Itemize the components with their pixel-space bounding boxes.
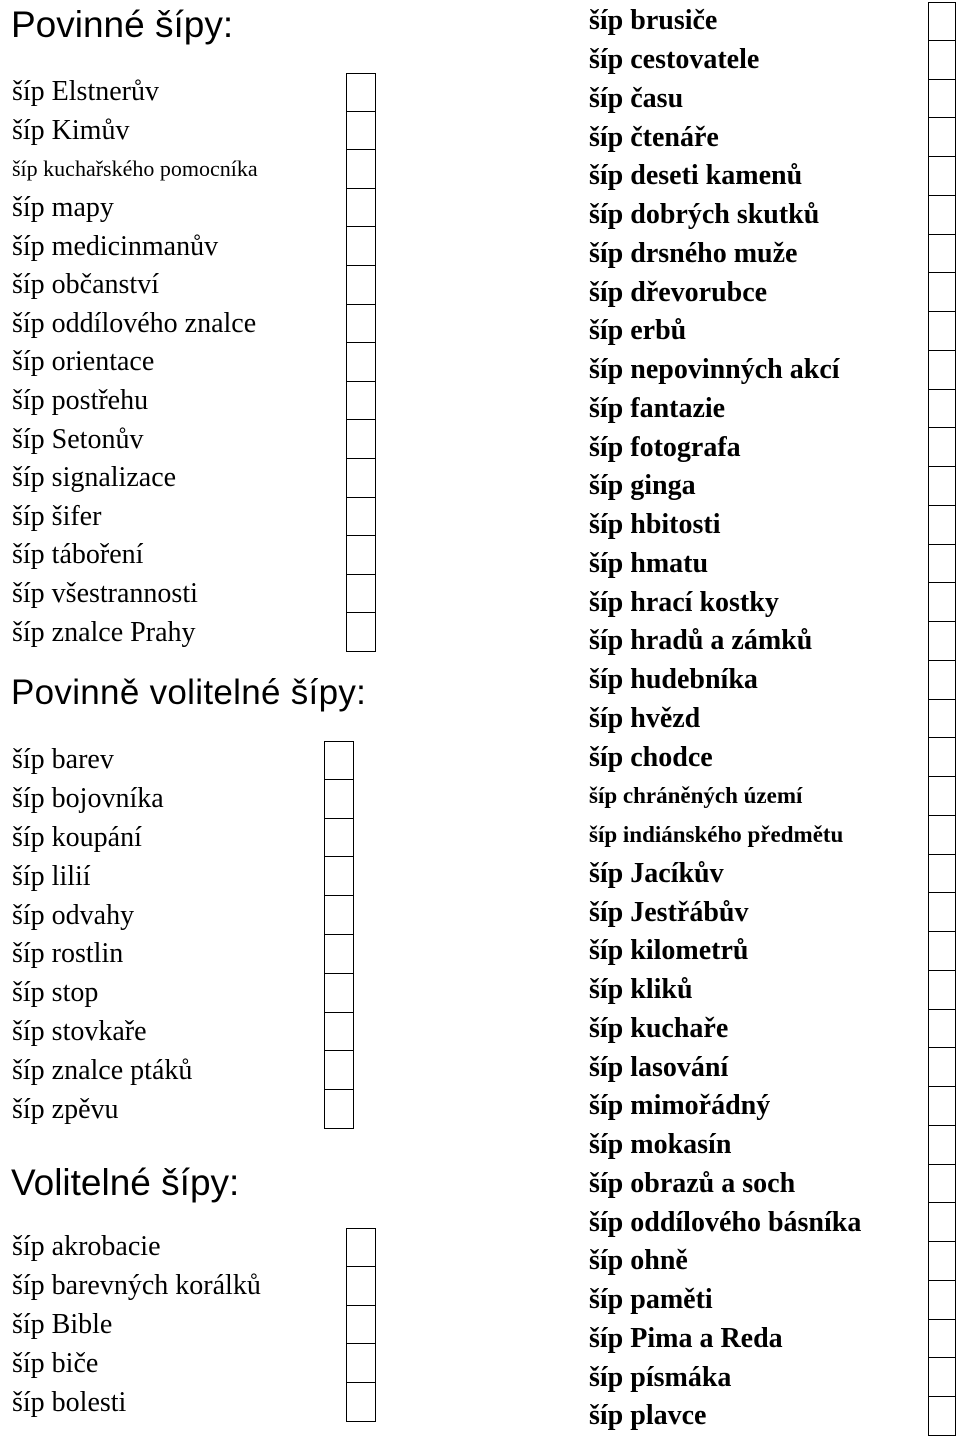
checkbox-cell[interactable] xyxy=(928,583,956,622)
arrow-item-label: šíp Pima a Reda xyxy=(589,1322,783,1354)
arrow-item-label: šíp táboření xyxy=(12,539,144,571)
checkbox-cell[interactable] xyxy=(928,1010,956,1049)
arrow-item-label: šíp fantazie xyxy=(589,392,726,424)
arrow-item xyxy=(587,583,956,622)
checkbox-cell[interactable] xyxy=(928,80,956,119)
checkbox-cell[interactable] xyxy=(928,118,956,157)
arrow-item xyxy=(587,1126,956,1165)
arrow-item xyxy=(587,467,956,506)
arrow-item xyxy=(587,855,956,894)
checkbox-cell[interactable] xyxy=(324,1013,354,1052)
checkbox-cell[interactable] xyxy=(928,1320,956,1359)
checkbox-cell[interactable] xyxy=(324,857,354,896)
checkbox-cell[interactable] xyxy=(346,382,376,421)
arrow-item-label: šíp hmatu xyxy=(589,547,709,579)
arrow-item-label: šíp mokasín xyxy=(589,1129,732,1161)
arrow-item xyxy=(587,1320,956,1359)
checkbox-cell[interactable] xyxy=(928,700,956,739)
arrow-item-label: šíp šifer xyxy=(12,500,102,532)
checkbox-cell[interactable] xyxy=(346,459,376,498)
checkbox-cell[interactable] xyxy=(346,189,376,228)
arrow-item xyxy=(587,1397,956,1436)
arrow-item xyxy=(587,1242,956,1281)
arrow-item xyxy=(587,157,956,196)
arrow-item-label: šíp hbitosti xyxy=(589,509,721,541)
checkbox-cell[interactable] xyxy=(346,420,376,459)
checkbox-cell[interactable] xyxy=(324,1090,354,1129)
arrow-item-label: šíp biče xyxy=(12,1347,99,1379)
checkbox-cell[interactable] xyxy=(928,1281,956,1320)
checkbox-cell[interactable] xyxy=(324,819,354,858)
checkbox-cell[interactable] xyxy=(928,1048,956,1087)
arrow-item xyxy=(587,661,956,700)
arrow-item-label: šíp občanství xyxy=(12,269,159,301)
arrow-item-label: šíp fotografa xyxy=(589,431,741,463)
arrow-item-label: šíp písmáka xyxy=(589,1361,732,1393)
checkbox-cell[interactable] xyxy=(346,575,376,614)
arrow-item xyxy=(587,312,956,351)
checkbox-cell[interactable] xyxy=(346,1306,376,1345)
checkbox-cell[interactable] xyxy=(346,343,376,382)
arrow-item xyxy=(587,41,956,80)
checkbox-cell[interactable] xyxy=(928,738,956,777)
arrow-item-label: šíp hradů a zámků xyxy=(589,625,813,657)
arrow-item-label: šíp paměti xyxy=(589,1284,713,1316)
arrow-item-label: šíp čtenáře xyxy=(589,121,719,153)
arrow-item-label: šíp kuchařského pomocníka xyxy=(12,156,258,182)
checkbox-cell[interactable] xyxy=(324,741,354,780)
arrow-item xyxy=(587,1281,956,1320)
arrow-item xyxy=(10,1306,376,1345)
arrow-item-label: šíp bojovníka xyxy=(12,783,164,815)
arrow-item-label: šíp koupání xyxy=(12,821,142,853)
checkbox-cell[interactable] xyxy=(324,896,354,935)
arrow-item-label: šíp dobrých skutků xyxy=(589,199,820,231)
arrow-item xyxy=(587,893,956,932)
arrow-item-label: šíp hudebníka xyxy=(589,664,758,696)
arrow-item-label: šíp postřehu xyxy=(12,385,149,417)
arrow-item xyxy=(10,1228,376,1267)
arrow-item xyxy=(587,700,956,739)
arrow-item xyxy=(587,390,956,429)
checkbox-cell[interactable] xyxy=(346,1267,376,1306)
arrow-item-label: šíp stovkaře xyxy=(12,1015,147,1047)
checkbox-cell[interactable] xyxy=(928,1087,956,1126)
arrow-item xyxy=(10,112,376,151)
arrow-item xyxy=(10,974,354,1013)
arrow-item xyxy=(587,2,956,41)
checkbox-cell[interactable] xyxy=(324,935,354,974)
arrow-item xyxy=(10,935,354,974)
checkbox-cell[interactable] xyxy=(928,1165,956,1204)
arrow-item-label: šíp mimořádný xyxy=(589,1090,771,1122)
volitelne-heading: Volitelné šípy: xyxy=(11,1162,240,1203)
arrow-item xyxy=(10,857,354,896)
arrow-item-label: šíp deseti kamenů xyxy=(589,160,803,192)
arrow-item-label: šíp plavce xyxy=(589,1400,707,1432)
arrow-item-label: šíp erbů xyxy=(589,315,687,347)
arrow-item xyxy=(587,777,956,816)
checkbox-cell[interactable] xyxy=(928,1397,956,1436)
povinne-volitelne-list xyxy=(10,741,354,1129)
arrow-item-label: šíp barev xyxy=(12,744,114,776)
checkbox-cell[interactable] xyxy=(928,428,956,467)
arrow-item xyxy=(10,741,354,780)
arrow-item xyxy=(587,351,956,390)
arrow-item xyxy=(587,816,956,855)
arrow-item-label: šíp cestovatele xyxy=(589,44,760,76)
checkbox-cell[interactable] xyxy=(928,351,956,390)
arrow-item xyxy=(10,382,376,421)
arrow-item xyxy=(10,1090,354,1129)
arrow-item xyxy=(10,150,376,189)
checkbox-cell[interactable] xyxy=(928,506,956,545)
arrow-item-label: šíp hvězd xyxy=(589,702,701,734)
arrow-item-label: šíp lasování xyxy=(589,1051,729,1083)
arrow-item xyxy=(10,266,376,305)
checkbox-cell[interactable] xyxy=(928,2,956,41)
checkbox-cell[interactable] xyxy=(928,855,956,894)
povinne-heading: Povinné šípy: xyxy=(11,4,234,45)
checkbox-cell[interactable] xyxy=(928,41,956,80)
checkbox-cell[interactable] xyxy=(928,467,956,506)
arrow-item xyxy=(587,235,956,274)
arrow-item-label: šíp zpěvu xyxy=(12,1093,119,1125)
arrow-item xyxy=(10,343,376,382)
arrow-item-label: šíp nepovinných akcí xyxy=(589,354,840,386)
arrow-item-label: šíp chráněných území xyxy=(589,783,803,809)
arrow-item-label: šíp ohně xyxy=(589,1245,688,1277)
checkbox-cell[interactable] xyxy=(346,305,376,344)
arrow-item xyxy=(587,1087,956,1126)
arrow-item xyxy=(10,498,376,537)
arrow-item xyxy=(10,896,354,935)
arrow-item-label: šíp času xyxy=(589,82,684,114)
arrow-item-label: šíp dřevorubce xyxy=(589,276,768,308)
arrow-item-label: šíp všestrannosti xyxy=(12,578,198,610)
arrow-item xyxy=(10,420,376,459)
arrow-item xyxy=(10,536,376,575)
arrow-item xyxy=(10,305,376,344)
checkbox-cell[interactable] xyxy=(928,1242,956,1281)
arrow-item-label: šíp orientace xyxy=(12,346,155,378)
arrow-item xyxy=(10,575,376,614)
arrow-item xyxy=(587,273,956,312)
checkbox-cell[interactable] xyxy=(928,390,956,429)
arrow-item-label: šíp chodce xyxy=(589,741,713,773)
arrow-item xyxy=(587,1165,956,1204)
checkbox-cell[interactable] xyxy=(928,1203,956,1242)
arrow-item-label: šíp medicinmanův xyxy=(12,230,219,262)
povinne-volitelne-heading: Povinně volitelné šípy: xyxy=(11,673,367,712)
arrow-item xyxy=(10,780,354,819)
checkbox-cell[interactable] xyxy=(346,112,376,151)
arrow-item-label: šíp ginga xyxy=(589,470,696,502)
checkbox-cell[interactable] xyxy=(324,974,354,1013)
checkbox-cell[interactable] xyxy=(346,227,376,266)
arrow-item-label: šíp znalce ptáků xyxy=(12,1054,193,1086)
arrow-item xyxy=(587,196,956,235)
checkbox-cell[interactable] xyxy=(928,273,956,312)
arrow-item-label: šíp bolesti xyxy=(12,1386,127,1418)
arrow-item xyxy=(587,118,956,157)
arrow-item xyxy=(587,506,956,545)
arrow-item-label: šíp Jacíkův xyxy=(589,857,724,889)
arrow-item-label: šíp Kimův xyxy=(12,114,130,146)
arrow-item-label: šíp barevných korálků xyxy=(12,1270,261,1302)
arrow-item-label: šíp drsného muže xyxy=(589,237,798,269)
checkbox-cell[interactable] xyxy=(928,196,956,235)
checkbox-cell[interactable] xyxy=(928,1126,956,1165)
checkbox-cell[interactable] xyxy=(928,932,956,971)
arrow-item-label: šíp Bible xyxy=(12,1308,113,1340)
arrow-item xyxy=(10,1013,354,1052)
checkbox-cell[interactable] xyxy=(346,73,376,112)
arrow-item xyxy=(10,227,376,266)
arrow-item xyxy=(587,622,956,661)
arrow-item-label: šíp akrobacie xyxy=(12,1231,161,1263)
arrow-item-label: šíp Elstnerův xyxy=(12,76,159,108)
arrow-item xyxy=(587,1048,956,1087)
arrow-item-label: šíp mapy xyxy=(12,192,114,224)
arrow-item-label: šíp odvahy xyxy=(12,899,135,931)
arrow-item xyxy=(587,1203,956,1242)
checkbox-cell[interactable] xyxy=(928,971,956,1010)
arrow-item xyxy=(10,73,376,112)
checkbox-cell[interactable] xyxy=(346,1383,376,1422)
volitelne-list-right xyxy=(587,2,956,1436)
arrow-item xyxy=(10,1383,376,1422)
checkbox-cell[interactable] xyxy=(346,498,376,537)
volitelne-list-left xyxy=(10,1228,376,1422)
arrow-item-label: šíp signalizace xyxy=(12,462,177,494)
arrow-item-label: šíp znalce Prahy xyxy=(12,616,196,648)
arrow-item xyxy=(587,971,956,1010)
arrow-item xyxy=(10,819,354,858)
arrow-item-label: šíp kliků xyxy=(589,974,693,1006)
arrow-item-label: šíp Setonův xyxy=(12,423,144,455)
checkbox-cell[interactable] xyxy=(928,157,956,196)
arrow-item xyxy=(587,80,956,119)
arrow-item xyxy=(10,1267,376,1306)
checkbox-cell[interactable] xyxy=(346,1344,376,1383)
arrow-item xyxy=(587,738,956,777)
checkbox-cell[interactable] xyxy=(928,622,956,661)
arrow-item-label: šíp rostlin xyxy=(12,938,124,970)
arrow-item-label: šíp brusiče xyxy=(589,5,718,37)
arrow-item-label: šíp lilií xyxy=(12,860,91,892)
checkbox-cell[interactable] xyxy=(346,536,376,575)
checkbox-cell[interactable] xyxy=(928,661,956,700)
arrow-item-label: šíp obrazů a soch xyxy=(589,1167,796,1199)
arrow-item xyxy=(10,1344,376,1383)
checkbox-cell[interactable] xyxy=(928,545,956,584)
checkbox-cell[interactable] xyxy=(928,816,956,855)
povinne-list xyxy=(10,73,376,652)
arrow-item xyxy=(10,613,376,652)
arrow-item xyxy=(587,1358,956,1397)
arrow-item-label: šíp indiánského předmětu xyxy=(589,822,844,848)
arrow-item-label: šíp hrací kostky xyxy=(589,586,779,618)
checkbox-cell[interactable] xyxy=(346,613,376,652)
checkbox-cell[interactable] xyxy=(928,312,956,351)
arrow-item-label: šíp stop xyxy=(12,977,99,1009)
arrow-item xyxy=(587,428,956,467)
arrow-item xyxy=(587,1010,956,1049)
checkbox-cell[interactable] xyxy=(928,893,956,932)
checkbox-cell[interactable] xyxy=(346,150,376,189)
arrow-item-label: šíp oddílového básníka xyxy=(589,1206,862,1238)
arrow-item-label: šíp Jestřábův xyxy=(589,896,749,928)
arrow-item-label: šíp kuchaře xyxy=(589,1012,729,1044)
arrow-item xyxy=(587,545,956,584)
checkbox-cell[interactable] xyxy=(346,1228,376,1267)
checkbox-cell[interactable] xyxy=(324,780,354,819)
checkbox-cell[interactable] xyxy=(928,777,956,816)
arrow-item-label: šíp kilometrů xyxy=(589,935,749,967)
arrow-item xyxy=(10,459,376,498)
arrow-item xyxy=(10,189,376,228)
checkbox-cell[interactable] xyxy=(324,1051,354,1090)
checkbox-cell[interactable] xyxy=(346,266,376,305)
arrow-item-label: šíp oddílového znalce xyxy=(12,307,257,339)
arrow-item xyxy=(587,932,956,971)
arrow-item xyxy=(10,1051,354,1090)
checkbox-cell[interactable] xyxy=(928,1358,956,1397)
checkbox-cell[interactable] xyxy=(928,235,956,274)
